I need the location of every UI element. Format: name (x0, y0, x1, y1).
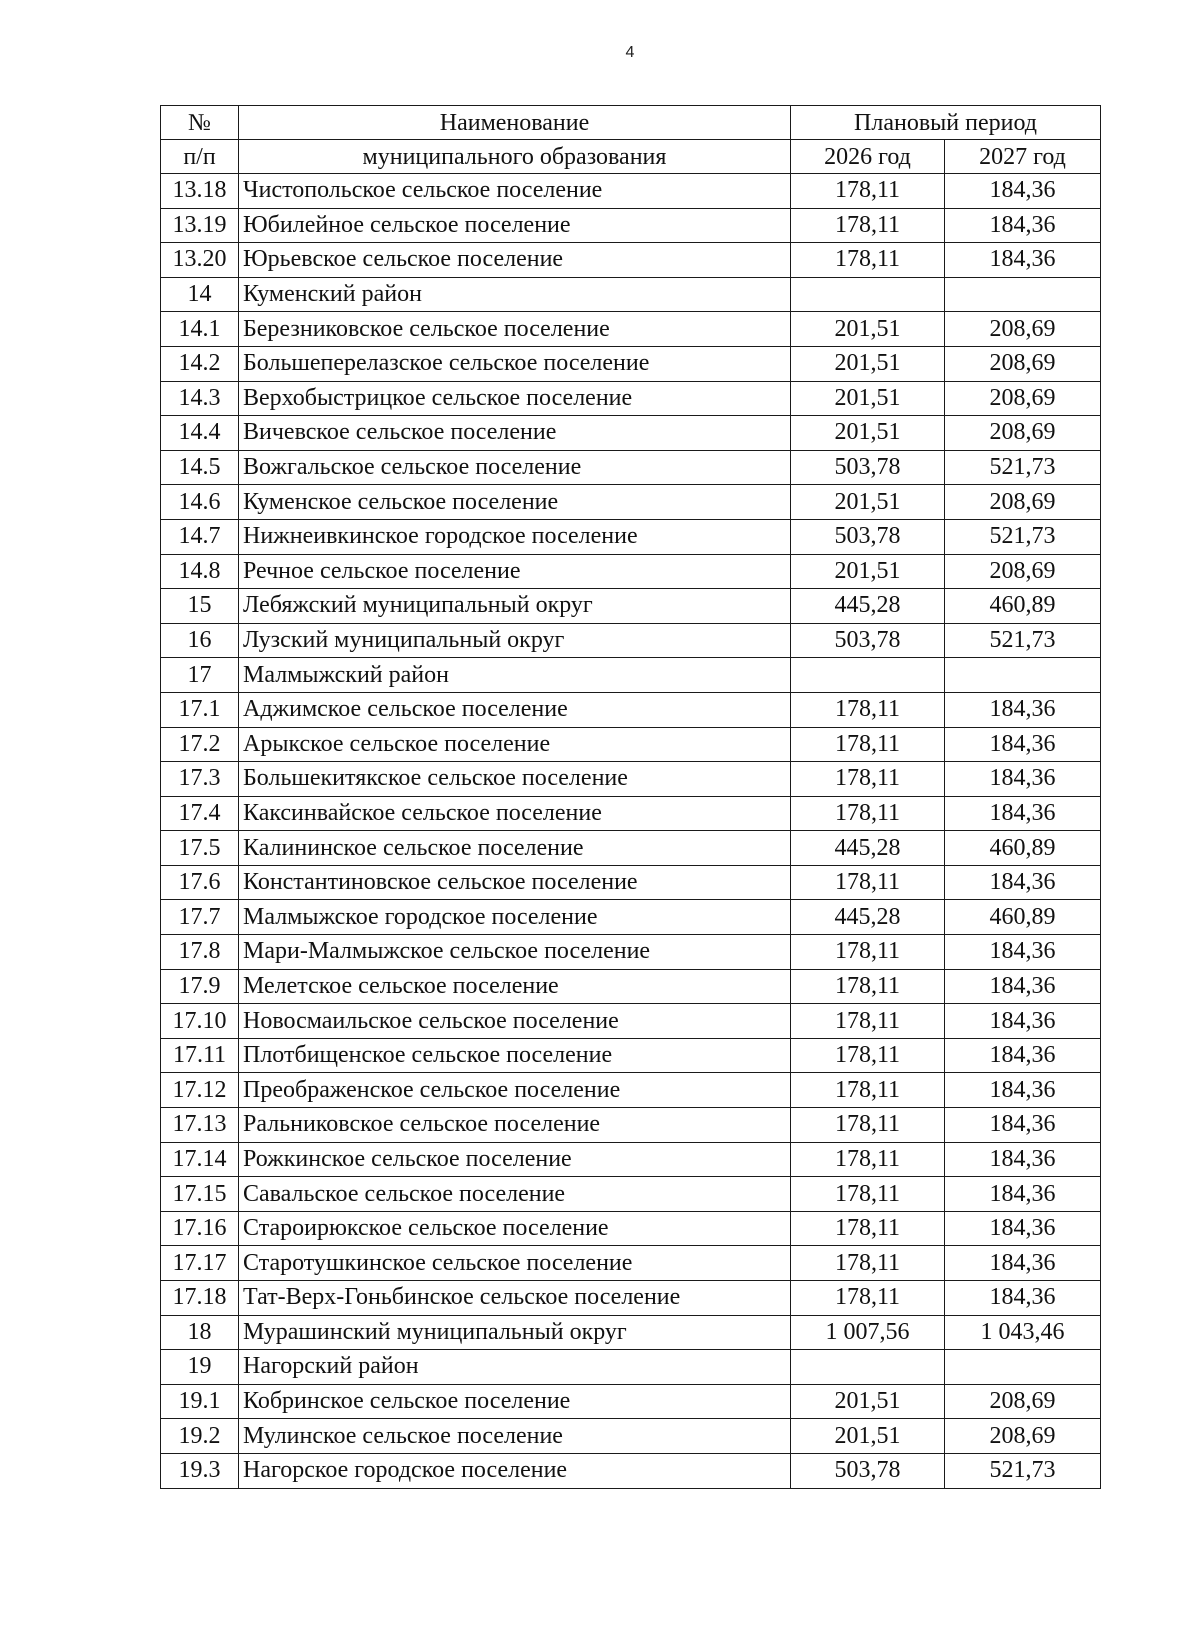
value-2026: 178,11 (791, 1108, 945, 1143)
municipality-name: Малмыжское городское поселение (239, 900, 791, 935)
table-row (161, 831, 1101, 866)
row-number: 14.3 (161, 381, 239, 416)
row-number: 17.17 (161, 1246, 239, 1281)
value-2026: 178,11 (791, 796, 945, 831)
table-row (161, 312, 1101, 347)
value-2026: 503,78 (791, 1453, 945, 1488)
table-row (161, 1453, 1101, 1488)
table-row (161, 1350, 1101, 1385)
value-2027: 521,73 (945, 450, 1101, 485)
value-2026: 201,51 (791, 381, 945, 416)
row-number: 14.1 (161, 312, 239, 347)
value-2027 (945, 658, 1101, 693)
value-2026 (791, 277, 945, 312)
header-num-line2: п/п (161, 140, 239, 174)
value-2026: 201,51 (791, 554, 945, 589)
value-2026: 178,11 (791, 1142, 945, 1177)
value-2027: 184,36 (945, 1246, 1101, 1281)
table-row (161, 1108, 1101, 1143)
table-row (161, 692, 1101, 727)
value-2027: 460,89 (945, 589, 1101, 624)
municipality-name: Чистопольское сельское поселение (239, 174, 791, 209)
value-2026: 201,51 (791, 312, 945, 347)
row-number: 17.6 (161, 865, 239, 900)
value-2026: 201,51 (791, 485, 945, 520)
municipality-name: Ральниковское сельское поселение (239, 1108, 791, 1143)
value-2026: 178,11 (791, 243, 945, 278)
table-row (161, 243, 1101, 278)
value-2027: 184,36 (945, 1142, 1101, 1177)
row-number: 17.9 (161, 969, 239, 1004)
municipality-name: Малмыжский район (239, 658, 791, 693)
table-row (161, 346, 1101, 381)
row-number: 17.15 (161, 1177, 239, 1212)
value-2027: 184,36 (945, 865, 1101, 900)
municipality-name: Преображенское сельское поселение (239, 1073, 791, 1108)
value-2026: 201,51 (791, 416, 945, 451)
row-number: 14.5 (161, 450, 239, 485)
value-2027: 208,69 (945, 416, 1101, 451)
value-2027: 184,36 (945, 935, 1101, 970)
row-number: 13.19 (161, 208, 239, 243)
table-row (161, 762, 1101, 797)
value-2027: 521,73 (945, 623, 1101, 658)
municipality-name: Рожкинское сельское поселение (239, 1142, 791, 1177)
row-number: 17.2 (161, 727, 239, 762)
table-row (161, 519, 1101, 554)
value-2027: 184,36 (945, 1177, 1101, 1212)
municipality-name: Большекитякское сельское поселение (239, 762, 791, 797)
table-row (161, 1281, 1101, 1316)
value-2027: 208,69 (945, 1384, 1101, 1419)
row-number: 15 (161, 589, 239, 624)
municipality-name: Новосмаильское сельское поселение (239, 1004, 791, 1039)
value-2027 (945, 1350, 1101, 1385)
table-row (161, 900, 1101, 935)
municipality-name: Куменский район (239, 277, 791, 312)
table-row (161, 1038, 1101, 1073)
row-number: 14.2 (161, 346, 239, 381)
row-number: 19 (161, 1350, 239, 1385)
municipality-name: Кобринское сельское поселение (239, 1384, 791, 1419)
header-period: Плановый период (791, 106, 1101, 140)
municipality-name: Речное сельское поселение (239, 554, 791, 589)
value-2027: 184,36 (945, 243, 1101, 278)
municipality-name: Нагорский район (239, 1350, 791, 1385)
value-2026: 503,78 (791, 623, 945, 658)
allocation-table (160, 105, 1101, 1489)
row-number: 19.2 (161, 1419, 239, 1454)
value-2026: 1 007,56 (791, 1315, 945, 1350)
row-number: 17 (161, 658, 239, 693)
table-row (161, 727, 1101, 762)
table-row (161, 174, 1101, 209)
value-2026: 178,11 (791, 969, 945, 1004)
value-2027: 184,36 (945, 1108, 1101, 1143)
row-number: 17.18 (161, 1281, 239, 1316)
row-number: 17.16 (161, 1211, 239, 1246)
value-2026: 201,51 (791, 1384, 945, 1419)
value-2027 (945, 277, 1101, 312)
value-2027: 184,36 (945, 208, 1101, 243)
row-number: 14.8 (161, 554, 239, 589)
value-2026: 201,51 (791, 1419, 945, 1454)
value-2026: 178,11 (791, 208, 945, 243)
table-row (161, 1315, 1101, 1350)
value-2026 (791, 1350, 945, 1385)
header-name-line1: Наименование (239, 106, 791, 140)
value-2027: 184,36 (945, 692, 1101, 727)
municipality-name: Большеперелазское сельское поселение (239, 346, 791, 381)
value-2026: 178,11 (791, 1038, 945, 1073)
value-2027: 184,36 (945, 1004, 1101, 1039)
row-number: 17.7 (161, 900, 239, 935)
municipality-name: Мулинское сельское поселение (239, 1419, 791, 1454)
header-name-line2: муниципального образования (239, 140, 791, 174)
value-2026: 178,11 (791, 1246, 945, 1281)
table-row (161, 381, 1101, 416)
table-body (161, 174, 1101, 1489)
value-2027: 208,69 (945, 1419, 1101, 1454)
value-2027: 184,36 (945, 969, 1101, 1004)
header-row-2 (161, 140, 1101, 174)
municipality-name: Верхобыстрицкое сельское поселение (239, 381, 791, 416)
municipality-name: Вичевское сельское поселение (239, 416, 791, 451)
municipality-name: Калининское сельское поселение (239, 831, 791, 866)
municipality-name: Мелетское сельское поселение (239, 969, 791, 1004)
municipality-name: Нагорское городское поселение (239, 1453, 791, 1488)
header-num-line1: № (161, 106, 239, 140)
municipality-name: Березниковское сельское поселение (239, 312, 791, 347)
table-row (161, 1419, 1101, 1454)
table-row (161, 277, 1101, 312)
row-number: 14.6 (161, 485, 239, 520)
row-number: 17.3 (161, 762, 239, 797)
value-2026: 178,11 (791, 727, 945, 762)
table-row (161, 969, 1101, 1004)
value-2027: 184,36 (945, 1073, 1101, 1108)
value-2027: 208,69 (945, 381, 1101, 416)
table-row (161, 1004, 1101, 1039)
table-row (161, 1211, 1101, 1246)
municipality-name: Староирюкское сельское поселение (239, 1211, 791, 1246)
row-number: 16 (161, 623, 239, 658)
row-number: 17.4 (161, 796, 239, 831)
municipality-name: Лузский муниципальный округ (239, 623, 791, 658)
table-row (161, 485, 1101, 520)
row-number: 19.1 (161, 1384, 239, 1419)
value-2027: 460,89 (945, 831, 1101, 866)
municipality-name: Тат-Верх-Гоньбинское сельское поселение (239, 1281, 791, 1316)
municipality-name: Савальское сельское поселение (239, 1177, 791, 1212)
value-2027: 521,73 (945, 519, 1101, 554)
table-row (161, 658, 1101, 693)
row-number: 18 (161, 1315, 239, 1350)
value-2027: 184,36 (945, 796, 1101, 831)
table-row (161, 1142, 1101, 1177)
municipality-name: Мари-Малмыжское сельское поселение (239, 935, 791, 970)
municipality-name: Каксинвайское сельское поселение (239, 796, 791, 831)
table-row (161, 450, 1101, 485)
value-2026: 445,28 (791, 900, 945, 935)
value-2027: 184,36 (945, 762, 1101, 797)
municipality-name: Старотушкинское сельское поселение (239, 1246, 791, 1281)
table-row (161, 208, 1101, 243)
value-2026: 178,11 (791, 935, 945, 970)
page-number: 4 (625, 44, 635, 61)
header-year-2027: 2027 год (945, 140, 1101, 174)
value-2027: 208,69 (945, 485, 1101, 520)
table-row (161, 1073, 1101, 1108)
value-2026 (791, 658, 945, 693)
table-row (161, 416, 1101, 451)
table-row (161, 865, 1101, 900)
table-row (161, 1384, 1101, 1419)
municipality-name: Аджимское сельское поселение (239, 692, 791, 727)
municipality-name: Вожгальское сельское поселение (239, 450, 791, 485)
value-2026: 178,11 (791, 174, 945, 209)
value-2026: 445,28 (791, 589, 945, 624)
row-number: 14 (161, 277, 239, 312)
municipality-name: Юбилейное сельское поселение (239, 208, 791, 243)
value-2026: 178,11 (791, 692, 945, 727)
municipality-name: Плотбищенское сельское поселение (239, 1038, 791, 1073)
municipality-name: Арыкское сельское поселение (239, 727, 791, 762)
table-row (161, 1246, 1101, 1281)
table-row (161, 589, 1101, 624)
value-2027: 184,36 (945, 174, 1101, 209)
value-2026: 201,51 (791, 346, 945, 381)
row-number: 17.5 (161, 831, 239, 866)
value-2026: 178,11 (791, 1177, 945, 1212)
row-number: 13.20 (161, 243, 239, 278)
value-2026: 178,11 (791, 1073, 945, 1108)
table-row (161, 796, 1101, 831)
value-2026: 445,28 (791, 831, 945, 866)
row-number: 17.12 (161, 1073, 239, 1108)
header-year-2026: 2026 год (791, 140, 945, 174)
municipality-name: Нижнеивкинское городское поселение (239, 519, 791, 554)
value-2027: 208,69 (945, 554, 1101, 589)
municipality-name: Лебяжский муниципальный округ (239, 589, 791, 624)
row-number: 17.13 (161, 1108, 239, 1143)
row-number: 17.8 (161, 935, 239, 970)
row-number: 14.7 (161, 519, 239, 554)
value-2027: 184,36 (945, 1038, 1101, 1073)
value-2027: 208,69 (945, 346, 1101, 381)
value-2027: 184,36 (945, 727, 1101, 762)
value-2027: 184,36 (945, 1211, 1101, 1246)
municipality-name: Мурашинский муниципальный округ (239, 1315, 791, 1350)
row-number: 13.18 (161, 174, 239, 209)
row-number: 17.11 (161, 1038, 239, 1073)
value-2027: 1 043,46 (945, 1315, 1101, 1350)
header-row-1 (161, 106, 1101, 140)
value-2026: 178,11 (791, 1004, 945, 1039)
value-2026: 178,11 (791, 1211, 945, 1246)
value-2026: 178,11 (791, 1281, 945, 1316)
table-row (161, 1177, 1101, 1212)
table-row (161, 554, 1101, 589)
row-number: 17.14 (161, 1142, 239, 1177)
table-row (161, 935, 1101, 970)
value-2026: 178,11 (791, 762, 945, 797)
value-2027: 184,36 (945, 1281, 1101, 1316)
value-2026: 503,78 (791, 450, 945, 485)
municipality-name: Куменское сельское поселение (239, 485, 791, 520)
row-number: 19.3 (161, 1453, 239, 1488)
row-number: 17.1 (161, 692, 239, 727)
table-row (161, 623, 1101, 658)
value-2027: 208,69 (945, 312, 1101, 347)
value-2027: 460,89 (945, 900, 1101, 935)
municipality-name: Константиновское сельское поселение (239, 865, 791, 900)
value-2026: 178,11 (791, 865, 945, 900)
row-number: 17.10 (161, 1004, 239, 1039)
municipality-name: Юрьевское сельское поселение (239, 243, 791, 278)
row-number: 14.4 (161, 416, 239, 451)
value-2026: 503,78 (791, 519, 945, 554)
value-2027: 521,73 (945, 1453, 1101, 1488)
